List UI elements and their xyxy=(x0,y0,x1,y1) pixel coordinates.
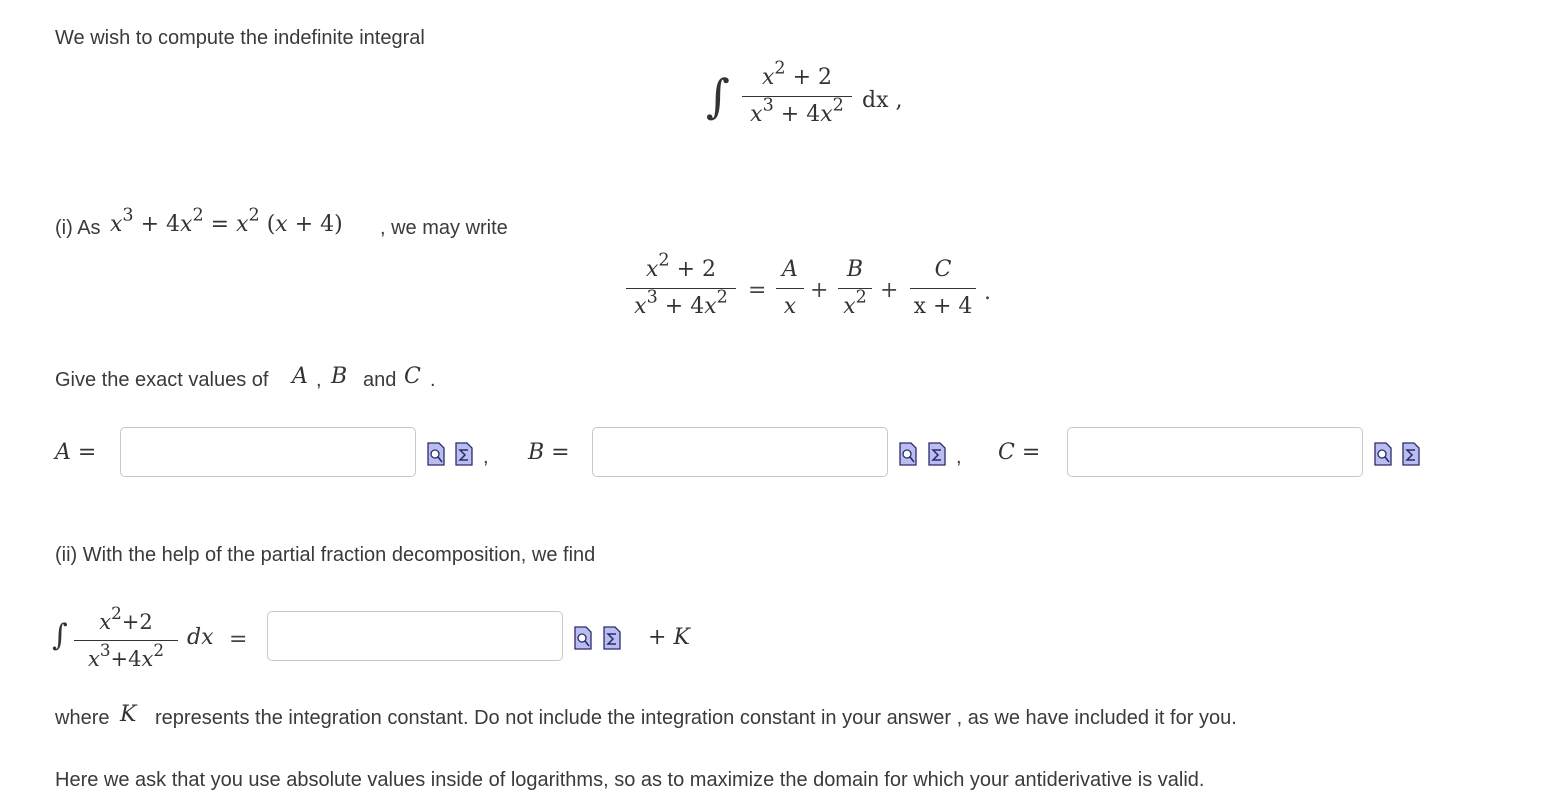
answer-a-label: A = xyxy=(55,440,97,465)
part1-factorization: $x^3 + 4x^2 = x^2$ (x + 4) xyxy=(110,205,343,237)
give-values-period: . xyxy=(430,369,436,391)
integral-answer-input[interactable] xyxy=(267,611,563,661)
answer-b-input[interactable] xyxy=(592,427,888,477)
give-values-comma: , xyxy=(316,369,322,391)
give-values-c: C xyxy=(404,364,421,389)
answer-b-equation-editor-icon[interactable] xyxy=(928,442,946,466)
give-values-and: and xyxy=(363,369,397,391)
decomp-plus-1: + xyxy=(810,278,829,303)
integral-answer-preview-icon[interactable] xyxy=(574,626,592,650)
decomp-period: . xyxy=(984,280,991,305)
decomp-equals: = xyxy=(748,278,767,303)
integral-sign: ∫ xyxy=(706,69,730,123)
part1-prefix: (i) As xyxy=(55,217,101,239)
answer-c-input[interactable] xyxy=(1067,427,1363,477)
part2-text: (ii) With the help of the partial fraction decomposition, we find xyxy=(55,544,596,566)
give-values-a: A xyxy=(292,364,308,389)
answer-a-input[interactable] xyxy=(120,427,416,477)
note1-prefix: where xyxy=(55,707,110,729)
answer-c-preview-icon[interactable] xyxy=(1374,442,1392,466)
intro-text: We wish to compute the indefinite integral xyxy=(55,27,425,49)
integral-dx: dx , xyxy=(862,88,903,113)
answer-integral-equals: = xyxy=(229,627,248,652)
answer-b-label: B = xyxy=(528,440,570,465)
decomp-plus-2: + xyxy=(880,278,899,303)
answer-b-separator: , xyxy=(956,446,962,468)
answer-a-separator: , xyxy=(483,446,489,468)
decomp-term-a: A x xyxy=(776,256,804,321)
answer-b-preview-icon[interactable] xyxy=(899,442,917,466)
answer-integral-sign: ∫ xyxy=(52,618,68,653)
integral-fraction xyxy=(742,58,852,129)
integral-denominator: $x^3 + 4x^2$ xyxy=(750,95,844,128)
answer-integral-fraction: $x^2+2$ $x^3+4x^2$ xyxy=(74,608,178,673)
answer-integral-dx: dx xyxy=(187,625,214,650)
integral-answer-equation-editor-icon[interactable] xyxy=(603,626,621,650)
give-values-prefix: Give the exact values of xyxy=(55,369,269,391)
plus-constant-k: + K xyxy=(648,625,690,650)
answer-c-equation-editor-icon[interactable] xyxy=(1402,442,1420,466)
note2-text: Here we ask that you use absolute values inside of logarithms, so as to maximize the domain for which your antiderivative is valid. xyxy=(55,769,1205,791)
give-values-b: B xyxy=(331,364,348,389)
answer-c-label: C = xyxy=(998,440,1041,465)
part1-suffix: , we may write xyxy=(380,217,508,239)
note1-suffix: represents the integration constant. Do not include the integration constant in your answer , as we have included it for you. xyxy=(155,707,1237,729)
decomp-lhs-fraction: $x^2 + 2$ $x^3 + 4x^2$ xyxy=(626,256,736,321)
note1-k: K xyxy=(120,702,137,727)
decomp-term-b: B $x^2$ xyxy=(838,256,872,321)
integral-numerator: $x^2 + 2$ xyxy=(761,58,833,90)
answer-a-equation-editor-icon[interactable] xyxy=(455,442,473,466)
answer-a-preview-icon[interactable] xyxy=(427,442,445,466)
decomp-term-c: C x + 4 xyxy=(910,256,976,321)
